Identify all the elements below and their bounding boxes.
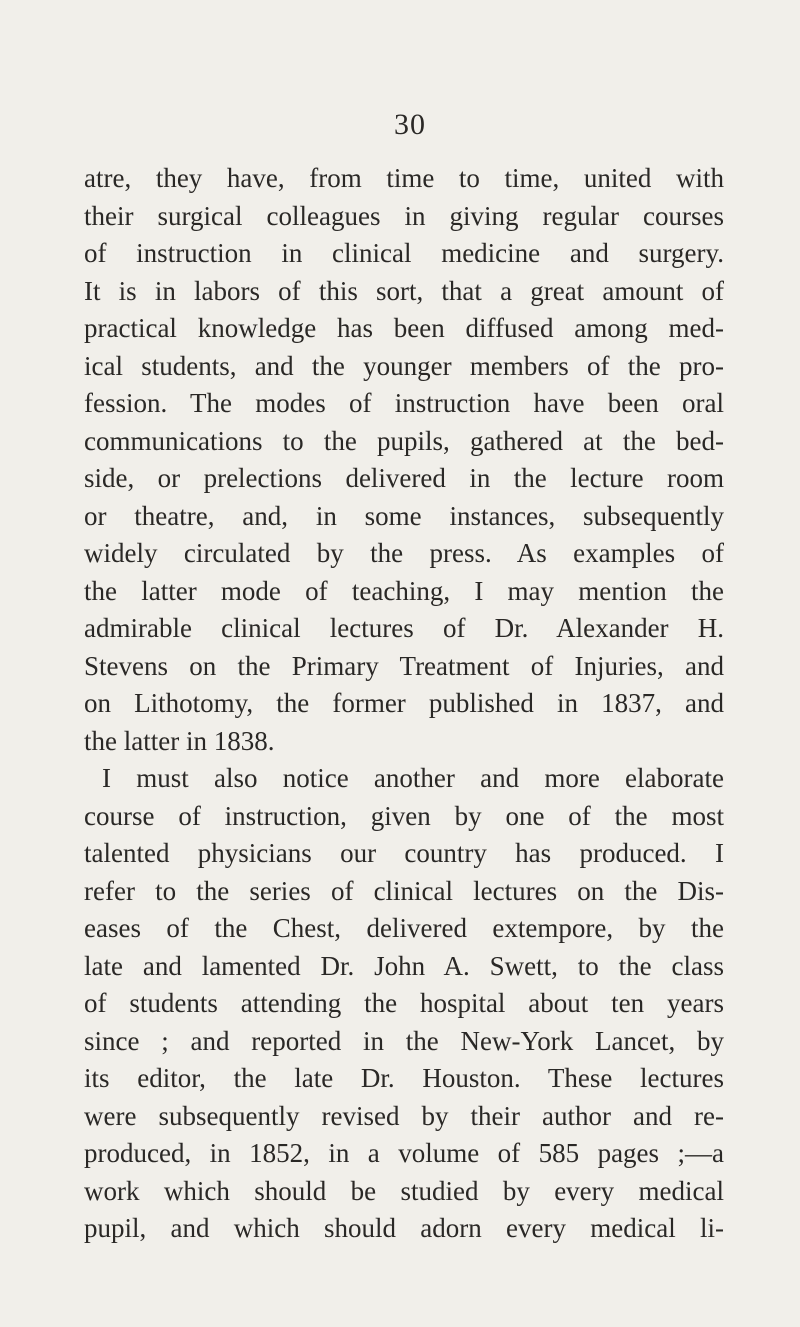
text-line: ical students, and the younger members of the pro- — [84, 350, 724, 381]
text-line: It is in labors of this sort, that a great amount of — [84, 275, 724, 306]
text-line: or theatre, and, in some instances, subsequently — [84, 500, 724, 531]
text-line: of students attending the hospital about ten years — [84, 988, 724, 1018]
text-line: I must also notice another and more elaborate — [102, 763, 724, 793]
body-text — [84, 160, 724, 1248]
text-line: communications to the pupils, gathered at the bed- — [84, 425, 724, 456]
text-line: their surgical colleagues in giving regular courses — [84, 200, 724, 231]
text-line: course of instruction, given by one of the most — [84, 800, 724, 831]
text-line: work which should be studied by every medical — [84, 1175, 724, 1206]
text-line: fession. The modes of instruction have been oral — [84, 388, 724, 418]
text-line: admirable clinical lectures of Dr. Alexander H. — [84, 613, 724, 643]
text-line: the latter mode of teaching, I may mention the — [84, 575, 724, 606]
text-line: the latter in 1838. — [84, 725, 275, 756]
text-line: pupil, and which should adorn every medical li- — [84, 1213, 724, 1243]
text-line: produced, in 1852, in a volume of 585 pages ;—a — [84, 1138, 724, 1168]
page-number: 30 — [394, 108, 426, 141]
text-line: Stevens on the Primary Treatment of Injuries, and — [84, 650, 724, 681]
text-line: were subsequently revised by their author and re- — [84, 1100, 724, 1131]
text-line: of instruction in clinical medicine and surgery. — [84, 238, 724, 268]
text-line: on Lithotomy, the former published in 1837, and — [84, 688, 724, 718]
text-line: late and lamented Dr. John A. Swett, to the class — [84, 950, 724, 981]
text-line: since ; and reported in the New-York Lancet, by — [84, 1025, 724, 1056]
text-line: widely circulated by the press. As examples of — [84, 538, 724, 568]
text-line: talented physicians our country has produced. I — [84, 838, 724, 868]
text-line: side, or prelections delivered in the lecture room — [84, 463, 724, 493]
text-line: atre, they have, from time to time, united with — [84, 163, 724, 193]
text-line: refer to the series of clinical lectures on the Dis- — [84, 875, 724, 906]
text-line: practical knowledge has been diffused among med- — [84, 313, 724, 343]
text-line: eases of the Chest, delivered extempore, by the — [84, 913, 724, 943]
text-line: its editor, the late Dr. Houston. These lectures — [84, 1063, 724, 1093]
